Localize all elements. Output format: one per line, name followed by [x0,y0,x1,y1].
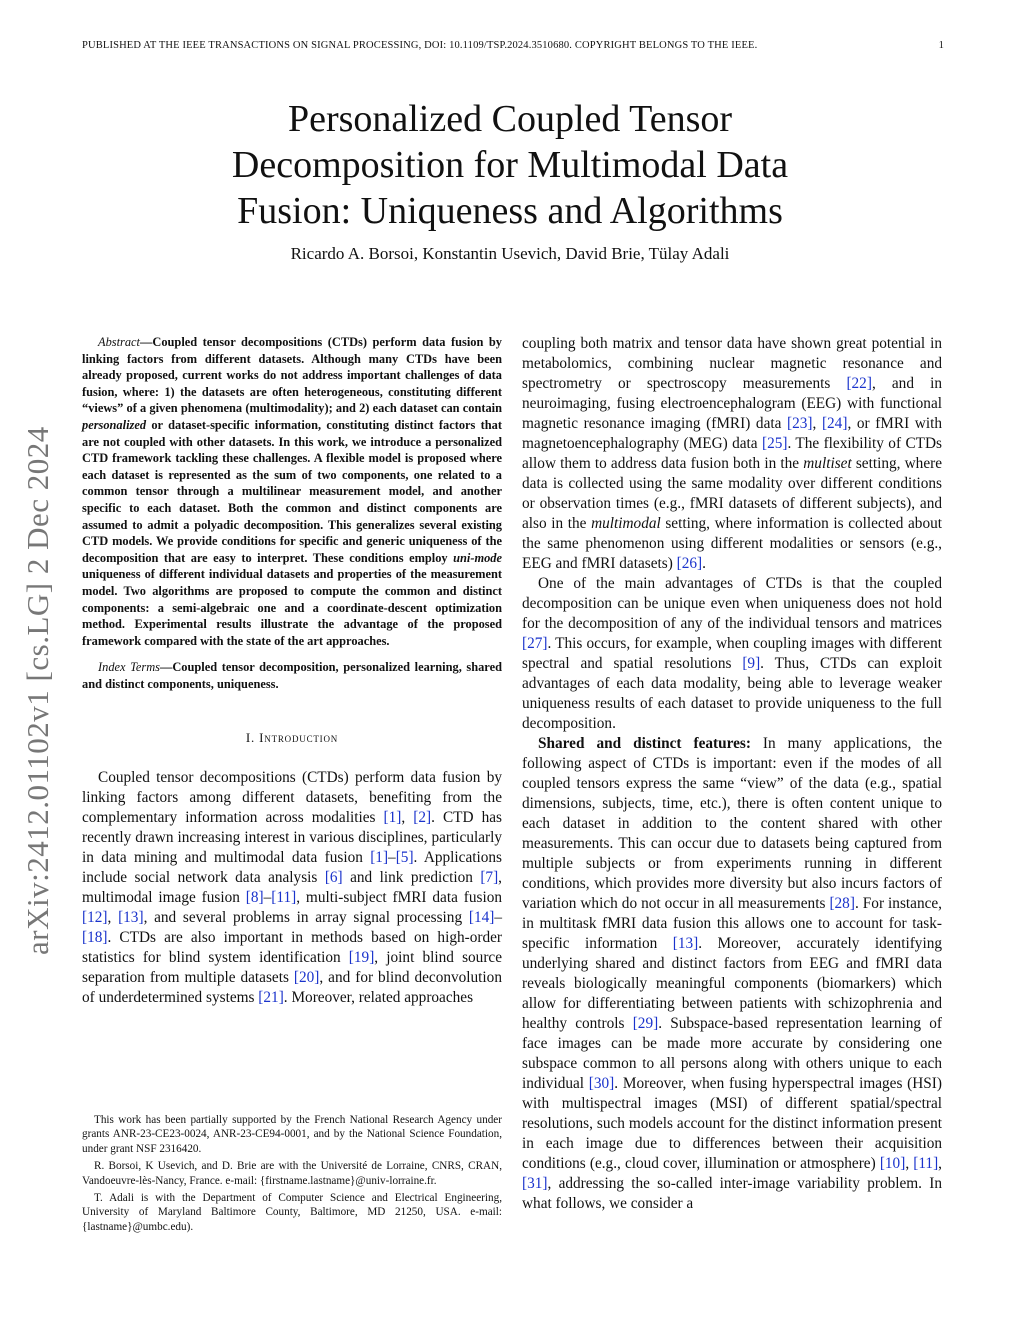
section-heading-introduction: I. Introduction [245,730,339,746]
citation-link[interactable]: [27] [522,635,548,652]
citation-link[interactable]: [19] [348,949,375,967]
body-paragraph: Shared and distinct features: In many applications, the following aspect of CTDs is important: even if the modes of all coupled tensors express the same “view” of the data (e.g., spatial dimensions, subjects, time, etc.), there is often content unique to each dataset in addition to the content shared with other measurements. This can occur due to datasets being captured from multiple subjects or from experiments running in different conditions, which provides more diversity but also incurs factors of variation which do not occur in all measurements [28]. For instance, in multitask fMRI data fusion this allows one to account for task-specific information [13]. Moreover, accurately identifying underlying shared and distinct factors from EEG and fMRI data reveals biologically meaningful components (biomarkers) which allow for differentiating between patients with schizophrenia and healthy controls [29]. Subspace-based representation learning of face images can be made more accurate by considering one subspace common to all persons along with others unique to each individual [30]. Moreover, when fusing hyperspectral images (HSI) with multispectral images (MSI) of different spatial/spectral resolutions, such models account for the distinct information present in each image due to differences between their acquisition conditions (e.g., cloud cover, illumination or atmosphere) [10], [11], [31], addressing the so-called inter-image variability problem. In what follows, we consider a [522,735,943,1212]
introduction-paragraph: Coupled tensor decompositions (CTDs) perform data fusion by linking factors among different datasets, benefiting from the complementary information across modalities [1], [2]. CTD has recently drawn increasing interest in various disciplines, particularly in data mining and multimodal data fusion [1]–[5]. Applications include social network data analysis [6] and link prediction [7], multimodal image fusion [8]–[11], multi-subject fMRI data fusion [12], [13], and several problems in array signal processing [14]–[18]. CTDs are also important in methods based on high-order statistics for blind system identification [19], joint blind source separation from multiple datasets [20], and for blind deconvolution of underdetermined systems [21]. Moreover, related approaches [82,769,503,1007]
citation-link[interactable]: [18] [82,929,108,947]
citation-link[interactable]: [13] [118,909,144,927]
citation-link[interactable]: [20] [293,969,320,987]
citation-link[interactable]: [10] [879,1155,906,1172]
page-number: 1 [938,40,944,51]
citation-link[interactable]: [8] [245,889,264,907]
title-line: Decomposition for Multimodal Data [231,144,789,186]
body-paragraph: coupling both matrix and tensor data have shown great potential in metabolomics, combining nuclear magnetic resonance and spectrometry or spectroscopy measurements [22], and in neuroimaging, fusing electroencephalogram (EEG) with functional magnetic resonance imaging (fMRI) data [23], [24], or fMRI with magnetoencephalography (MEG) data [25]. The flexibility of CTDs allow them to address data fusion both in the multiset setting, where data is collected using the same modality over different conditions or observation times (e.g., fMRI datasets of different subjects), and also in the multimodal setting, where information is collected about the same phenomenon using different modalities or sensors (e.g., EEG and fMRI datasets) [26]. [522,335,942,572]
citation-link[interactable]: [26] [676,555,703,572]
paragraph-lead: Shared and distinct features: [538,735,751,752]
citation-link[interactable]: [14] [468,909,495,927]
abstract-label: Abstract [98,335,140,349]
funding-footnote: This work has been partially supported by the French National Research Agency under grants ANR-23-CE23-0024, ANR-23-CE94-0001, and by the National Science Foundation, under grant NSF 2316420. [82,1114,502,1155]
citation-link[interactable]: [31] [522,1175,548,1192]
citation-link[interactable]: [29] [632,1015,659,1032]
citation-link[interactable]: [11] [913,1155,939,1172]
affiliation-footnote: R. Borsoi, K Usevich, and D. Brie are with the Université de Lorraine, CNRS, CRAN, Vandoeuvre-lès-Nancy, France. e-mail: {firstname.lastname}@univ-lorraine.fr. [82,1160,502,1187]
citation-link[interactable]: [21] [258,989,284,1007]
citation-link[interactable]: [23] [787,415,813,432]
affiliation-footnote: T. Adali is with the Department of Computer Science and Electrical Engineering, University of Maryland Baltimore County, Baltimore, MD 21250, USA. e-mail: {lastname}@umbc.edu). [82,1192,502,1233]
citation-link[interactable]: [22] [846,375,872,392]
citation-link[interactable]: [1] [370,849,389,867]
abstract: Abstract—Coupled tensor decompositions (CTDs) perform data fusion by linking factors from different datasets. Although many CTDs have been already proposed, current works do not address important challenges of data fusion, where: 1) the datasets are often heterogeneous, constituting different “views” of a given phenomena (multimodality); and 2) each dataset can contain personalized or dataset-specific information, constituting distinct factors that are not coupled with other datasets. In this work, we introduce a personalized CTD framework tackling these challenges. A flexible model is proposed where each dataset is represented as the sum of two components, one related to a common tensor through a multilinear measurement model, and another specific to each dataset. Both the common and distinct components are assumed to admit a polyadic decomposition. This generalizes several existing CTD models. We provide conditions for specific and generic uniqueness of the decomposition that are easy to interpret. These conditions employ uni-mode uniqueness of different individual datasets and properties of the measurement model. Two algorithms are proposed to compute the common and distinct components: a semi-algebraic one and a coordinate-descent optimization method. Experimental results illustrate the advantage of the proposed framework compared with the state of the art approaches. [82,335,502,648]
citation-link[interactable]: [2] [413,809,432,827]
citation-link[interactable]: [24] [821,415,848,432]
body-paragraph: One of the main advantages of CTDs is that the coupled decomposition can be unique even when uniqueness does not hold for the decomposition of any of the individual tensors and matrices [27]. This occurs, for example, when coupling images with different spectral and spatial resolutions [9]. Thus, CTDs can exploit advantages of each data modality, being able to leverage weaker uniqueness results of each dataset to provide uniqueness to the full decomposition. [522,575,942,732]
arxiv-identifier-stamp[interactable]: arXiv:2412.01102v1 [cs.LG] 2 Dec 2024 [20,426,55,955]
journal-header: PUBLISHED AT THE IEEE TRANSACTIONS ON SIGNAL PROCESSING, DOI: 10.1109/TSP.2024.3510680. COPYRIGHT BELONGS TO THE IEEE. [82,40,758,51]
citation-link[interactable]: [5] [395,849,414,867]
paper-title [160,96,860,234]
citation-link[interactable]: [13] [672,935,699,952]
citation-link[interactable]: [30] [588,1075,615,1092]
title-line: Personalized Coupled Tensor [287,98,733,140]
index-terms: Index Terms—Coupled tensor decomposition, personalized learning, shared and distinct components, uniqueness. [82,660,502,691]
footnotes [82,1113,502,1237]
citation-link[interactable]: [7] [480,869,499,887]
title-line: Fusion: Uniqueness and Algorithms [237,190,783,232]
citation-link[interactable]: [11] [271,889,297,907]
citation-link[interactable]: [28] [829,895,855,912]
index-terms-label: Index Terms [98,660,160,675]
citation-link[interactable]: [1] [383,809,402,827]
left-column [82,334,502,1008]
citation-link[interactable]: [25] [761,435,788,452]
citation-link[interactable]: [6] [324,869,343,887]
citation-link[interactable]: [12] [82,909,108,927]
right-column [522,334,942,1214]
author-list: Ricardo A. Borsoi, Konstantin Usevich, David Brie, Tülay Adali [290,244,730,263]
running-header [82,40,944,56]
citation-link[interactable]: [9] [742,655,761,672]
